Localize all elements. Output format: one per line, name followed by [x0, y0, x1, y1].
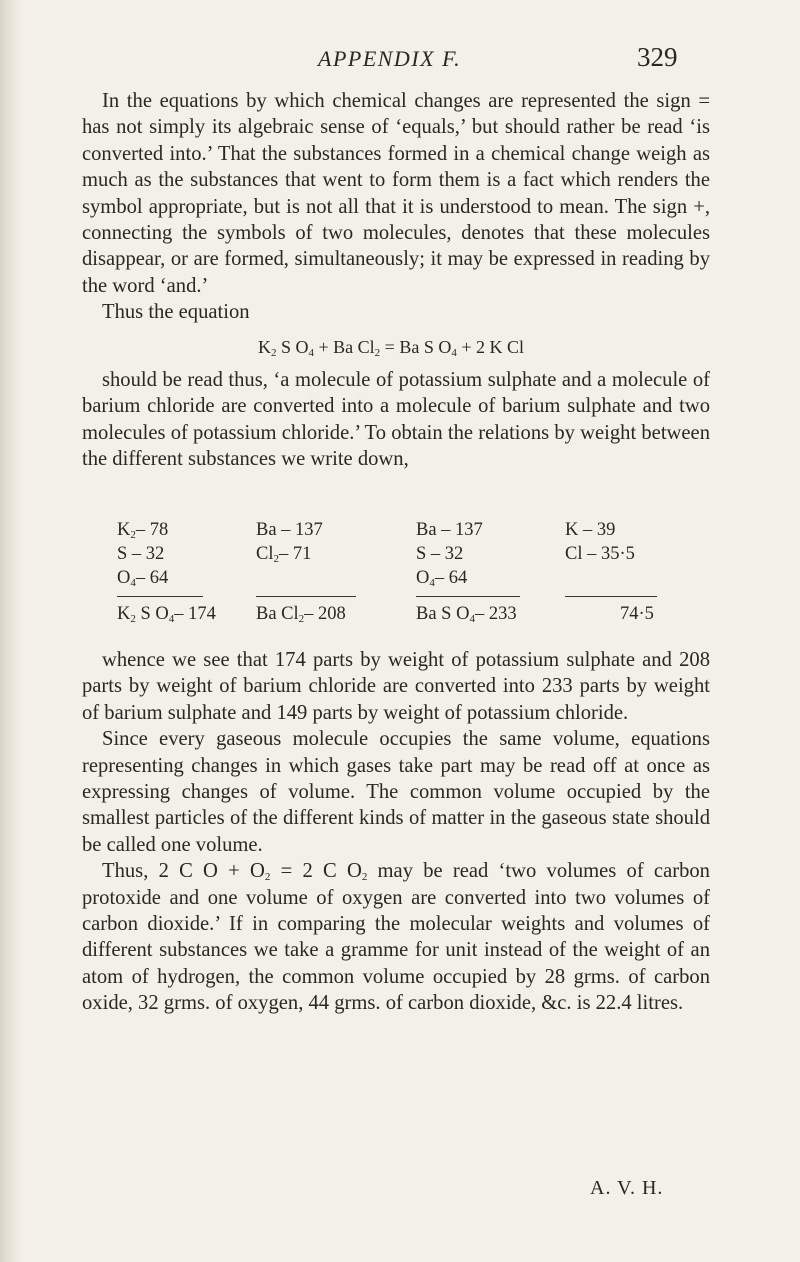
- page-header: [0, 44, 800, 84]
- paragraph-reading: [82, 367, 710, 473]
- paragraph-2-text: Thus the equation: [102, 301, 250, 324]
- weight-k: K – 39: [565, 520, 616, 540]
- sum-rule-1: [117, 596, 203, 597]
- weight-o4: $O_4-$ 64: [117, 568, 169, 589]
- paragraph-parts-by-weight: [82, 647, 710, 1017]
- paragraph-5-text: Since every gaseous molecule occupies the same volume, equations representing changes in which gases take part may be read off at once as expressing changes of volume. The common volume occupied by the smallest particles of the different kinds of matter in the gaseous state should be called one volume.: [82, 728, 710, 856]
- weight-s-2: S – 32: [416, 544, 464, 564]
- weight-cl: Cl – 35·5: [565, 544, 635, 564]
- total-bacl2: Ba $Cl_2-$ 208: [256, 604, 346, 625]
- weight-o4-2: $O_4-$ 64: [416, 568, 468, 589]
- weight-ba-2: Ba – 137: [416, 520, 483, 540]
- total-kcl: 74·5: [620, 604, 654, 624]
- page-number: 329: [637, 42, 678, 72]
- sum-rule-3: [416, 596, 520, 597]
- paragraph-4-text: whence we see that 174 parts by weight of potassium sulphate and 208 parts by weight of barium chloride are converted into 233 parts by weight of barium sulphate and 149 parts by weight of potassium chloride.: [82, 649, 710, 724]
- sum-rule-2: [256, 596, 356, 597]
- total-baso4: Ba S $O_4-$ 233: [416, 604, 517, 625]
- equation-main: $K_2$ S $O_4 + Ba$ $Cl_2 = Ba$ S $O_4 + 2$ K Cl: [258, 337, 524, 359]
- weight-ba: Ba – 137: [256, 520, 323, 540]
- total-k2so4: $K_2$ S $O_4-$ 174: [117, 604, 216, 625]
- running-head: APPENDIX F.: [318, 46, 462, 71]
- paragraph-sign-meaning: [82, 88, 710, 326]
- sum-rule-4: [565, 596, 657, 597]
- page-spine-shadow: [0, 0, 22, 1262]
- weight-s: S – 32: [117, 544, 165, 564]
- signature: A. V. H.: [590, 1177, 664, 1199]
- weight-k2: $K_2-$ 78: [117, 520, 169, 541]
- weight-cl2: $Cl_2-$ 71: [256, 544, 312, 565]
- paragraph-6-text: Thus, 2 C $O + O_2 = 2$ C $O_2$ may be read ‘two volumes of carbon protoxide and one volume of oxygen are converted into two volumes of carbon dioxide.’ If in comparing the molecular weights and volumes of different substances we take a gramme for unit instead of the weight of an atom of hydrogen, the common volume occupied by 28 grms. of carbon oxide, 32 grms. of oxygen, 44 grms. of carbon dioxide, &c. is 22.4 litres.: [82, 860, 710, 1015]
- paragraph-1-text: In the equations by which chemical changes are represented the sign = has not simply its algebraic sense of ‘equals,’ but should rather be read ‘is converted into.’ That the substances formed in a chemical change weigh as much as the substances that went to form them is a fact which renders the symbol appropriate, but is not all that it is understood to mean. The sign +, connecting the symbols of two molecules, denotes that these molecules disappear, or are formed, simultaneously; it may be expressed in reading by the word ‘and.’: [82, 90, 710, 297]
- paragraph-3-text: should be read thus, ‘a molecule of potassium sulphate and a molecule of barium chloride are converted into a molecule of barium sulphate and two molecules of potassium chloride.’ To obtain the relations by weight between the different substances we write down,: [82, 369, 710, 471]
